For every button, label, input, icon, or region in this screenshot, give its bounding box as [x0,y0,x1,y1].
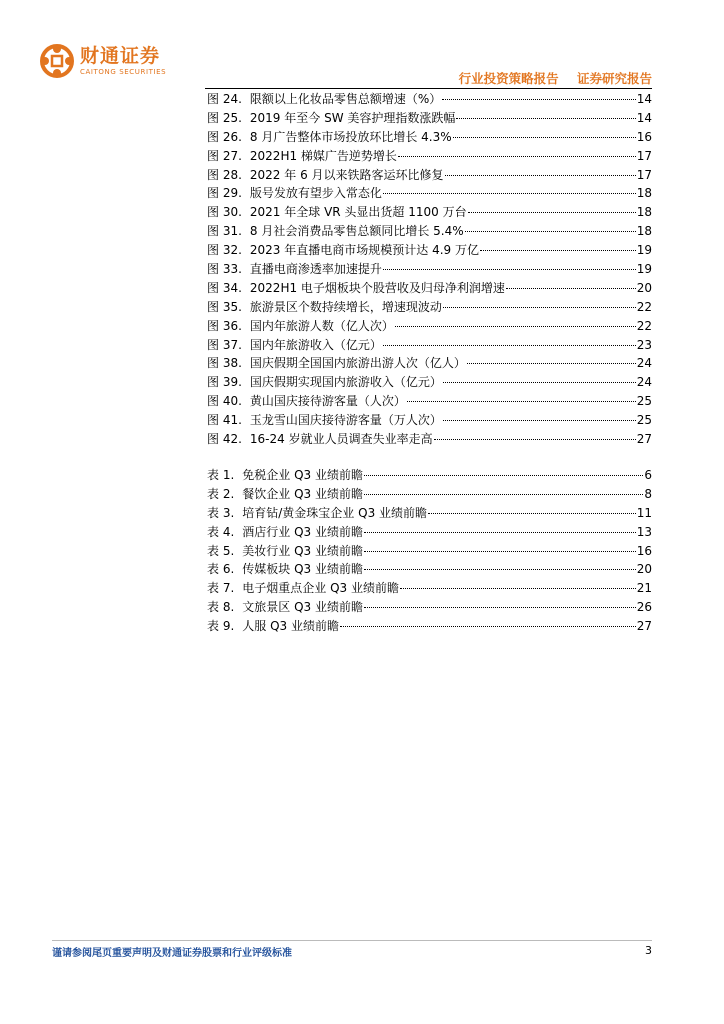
entry-title: 8 月社会消费品零售总额同比增长 5.4% [249,224,464,239]
dot-leader [400,588,636,589]
entry-page: 25 [636,413,652,428]
entry-title: 人服 Q3 业绩前瞻 [242,619,339,634]
entry-label: 表 3. [207,505,235,520]
dot-leader [364,607,636,608]
figure-entry[interactable] [207,279,652,298]
entry-label: 图 27. [207,148,242,163]
entry-label: 图 35. [207,299,242,314]
dot-leader [383,269,636,270]
figure-entry[interactable] [207,317,652,336]
entry-page: 24 [636,375,652,390]
table-entry[interactable] [207,560,652,579]
figure-entry[interactable] [207,222,652,241]
entry-page: 20 [636,562,652,577]
dot-leader [456,118,635,119]
entry-label: 表 1. [207,468,235,482]
dot-leader [364,475,643,476]
figure-index [207,90,652,449]
entry-title: 免税企业 Q3 业绩前瞻 [242,468,363,482]
entry-label: 图 26. [207,129,242,144]
dot-leader [340,626,636,627]
figure-entry[interactable] [207,411,652,430]
dot-leader [453,137,636,138]
figure-entry[interactable] [207,430,652,449]
dot-leader [407,401,636,402]
entry-page: 13 [636,524,652,539]
entry-label: 图 42. [207,432,242,447]
entry-label: 图 38. [207,356,242,371]
entry-label: 表 8. [207,600,235,615]
dot-leader [480,250,636,251]
entry-page: 14 [636,110,652,125]
page-number: 3 [645,944,652,957]
dot-leader [442,99,635,100]
table-index [207,466,652,636]
entry-page: 26 [636,600,652,615]
dot-leader [465,231,636,232]
figure-entry[interactable] [207,166,652,185]
entry-title: 黄山国庆接待游客量（人次） [249,394,406,409]
figure-entry[interactable] [207,241,652,260]
entry-label: 图 30. [207,205,242,220]
entry-label: 表 7. [207,581,235,596]
entry-title: 国庆假期实现国内旅游收入（亿元） [249,375,442,390]
footer-disclaimer[interactable]: 谨请参阅尾页重要声明及财通证券股票和行业评级标准 [52,948,292,959]
dot-leader [364,494,643,495]
dot-leader [398,156,636,157]
entry-title: 版号发放有望步入常态化 [249,186,382,201]
entry-title: 限额以上化妆品零售总额增速（%） [249,92,442,106]
entry-title: 直播电商渗透率加速提升 [249,262,382,277]
dot-leader [383,193,636,194]
report-type: 行业投资策略报告 [458,71,559,86]
entry-page: 17 [636,148,652,163]
entry-title: 餐饮企业 Q3 业绩前瞻 [242,486,363,501]
entry-page: 18 [636,205,652,220]
figure-entry[interactable] [207,147,652,166]
entry-label: 表 6. [207,562,235,577]
entry-label: 图 37. [207,337,242,352]
entry-page: 8 [644,486,652,501]
report-header [459,69,652,87]
entry-title: 国内年旅游人数（亿人次） [249,318,394,333]
figure-entry[interactable] [207,90,652,109]
dot-leader [428,513,636,514]
entry-title: 玉龙雪山国庆接待游客量（万人次） [249,413,442,428]
entry-page: 16 [636,129,652,144]
entry-label: 图 41. [207,413,242,428]
entry-label: 图 39. [207,375,242,390]
entry-page: 23 [636,337,652,352]
dot-leader [506,288,636,289]
entry-title: 传媒板块 Q3 业绩前瞻 [242,562,363,577]
entry-title: 国庆假期全国国内旅游出游人次（亿人） [249,356,466,371]
entry-label: 图 28. [207,167,242,182]
entry-title: 酒店行业 Q3 业绩前瞻 [242,524,363,539]
table-entry[interactable] [207,466,652,485]
entry-page: 18 [636,224,652,239]
table-entry[interactable] [207,485,652,504]
entry-title: 2022H1 梯媒广告逆势增长 [249,148,397,163]
caitong-logo-icon [40,44,74,78]
entry-page: 17 [636,167,652,182]
entry-label: 表 4. [207,524,235,539]
entry-page: 11 [636,505,652,520]
entry-title: 16-24 岁就业人员调查失业率走高 [249,432,433,447]
figure-entry[interactable] [207,203,652,222]
entry-title: 2022 年 6 月以来铁路客运环比修复 [249,167,444,182]
logo-chinese-name: 财通证券 [80,45,161,67]
figure-entry[interactable] [207,128,652,147]
entry-title: 8 月广告整体市场投放环比增长 4.3% [249,129,452,144]
dot-leader [443,307,636,308]
figure-entry[interactable] [207,298,652,317]
dot-leader [364,532,636,533]
entry-title: 旅游景区个数持续增长，增速现波动 [249,299,442,314]
dot-leader [383,345,636,346]
figure-entry[interactable] [207,392,652,411]
figure-entry[interactable] [207,260,652,279]
dot-leader [445,175,636,176]
entry-label: 图 34. [207,280,242,295]
entry-label: 图 36. [207,318,242,333]
entry-page: 18 [636,186,652,201]
entry-title: 2019 年至今 SW 美容护理指数涨跌幅 [249,110,456,125]
header-divider [205,88,652,89]
entry-page: 21 [636,581,652,596]
table-entry[interactable] [207,523,652,542]
entry-label: 图 25. [207,110,242,125]
entry-label: 图 40. [207,394,242,409]
entry-title: 2023 年直播电商市场规模预计达 4.9 万亿 [249,243,479,258]
entry-title: 电子烟重点企业 Q3 业绩前瞻 [242,581,399,596]
report-category: 证券研究报告 [576,71,652,86]
entry-title: 培育钻/黄金珠宝企业 Q3 业绩前瞻 [242,505,428,520]
entry-label: 表 2. [207,486,235,501]
entry-title: 国内年旅游收入（亿元） [249,337,382,352]
figure-entry[interactable] [207,373,652,392]
footer-divider [52,940,652,941]
dot-leader [468,212,636,213]
entry-page: 14 [636,92,652,106]
entry-label: 表 9. [207,619,235,634]
entry-label: 表 5. [207,543,235,558]
figure-entry[interactable] [207,184,652,203]
entry-title: 文旅景区 Q3 业绩前瞻 [242,600,363,615]
logo-english-name: CAITONG SECURITIES [80,68,167,76]
dot-leader [395,326,636,327]
figure-entry[interactable] [207,336,652,355]
figure-entry[interactable] [207,354,652,373]
entry-page: 24 [636,356,652,371]
table-entry[interactable] [207,542,652,561]
entry-page: 16 [636,543,652,558]
table-entry[interactable] [207,598,652,617]
entry-label: 图 31. [207,224,242,239]
dot-leader [364,569,636,570]
entry-label: 图 24. [207,92,242,106]
dot-leader [434,439,636,440]
company-logo [40,44,166,78]
dot-leader [364,551,636,552]
dot-leader [467,363,636,364]
table-entry[interactable] [207,579,652,598]
entry-page: 27 [636,619,652,634]
entry-page: 27 [636,432,652,447]
dot-leader [443,420,636,421]
entry-page: 22 [636,318,652,333]
entry-title: 2021 年全球 VR 头显出货超 1100 万台 [249,205,467,220]
entry-title: 2022H1 电子烟板块个股营收及归母净利润增速 [249,280,505,295]
entry-page: 19 [636,262,652,277]
entry-page: 22 [636,299,652,314]
entry-page: 6 [644,468,652,482]
figure-entry[interactable] [207,109,652,128]
entry-page: 19 [636,243,652,258]
entry-label: 图 33. [207,262,242,277]
table-entry[interactable] [207,504,652,523]
table-entry[interactable] [207,617,652,636]
entry-title: 美妆行业 Q3 业绩前瞻 [242,543,363,558]
entry-label: 图 32. [207,243,242,258]
entry-page: 25 [636,394,652,409]
entry-label: 图 29. [207,186,242,201]
dot-leader [443,382,636,383]
entry-page: 20 [636,280,652,295]
